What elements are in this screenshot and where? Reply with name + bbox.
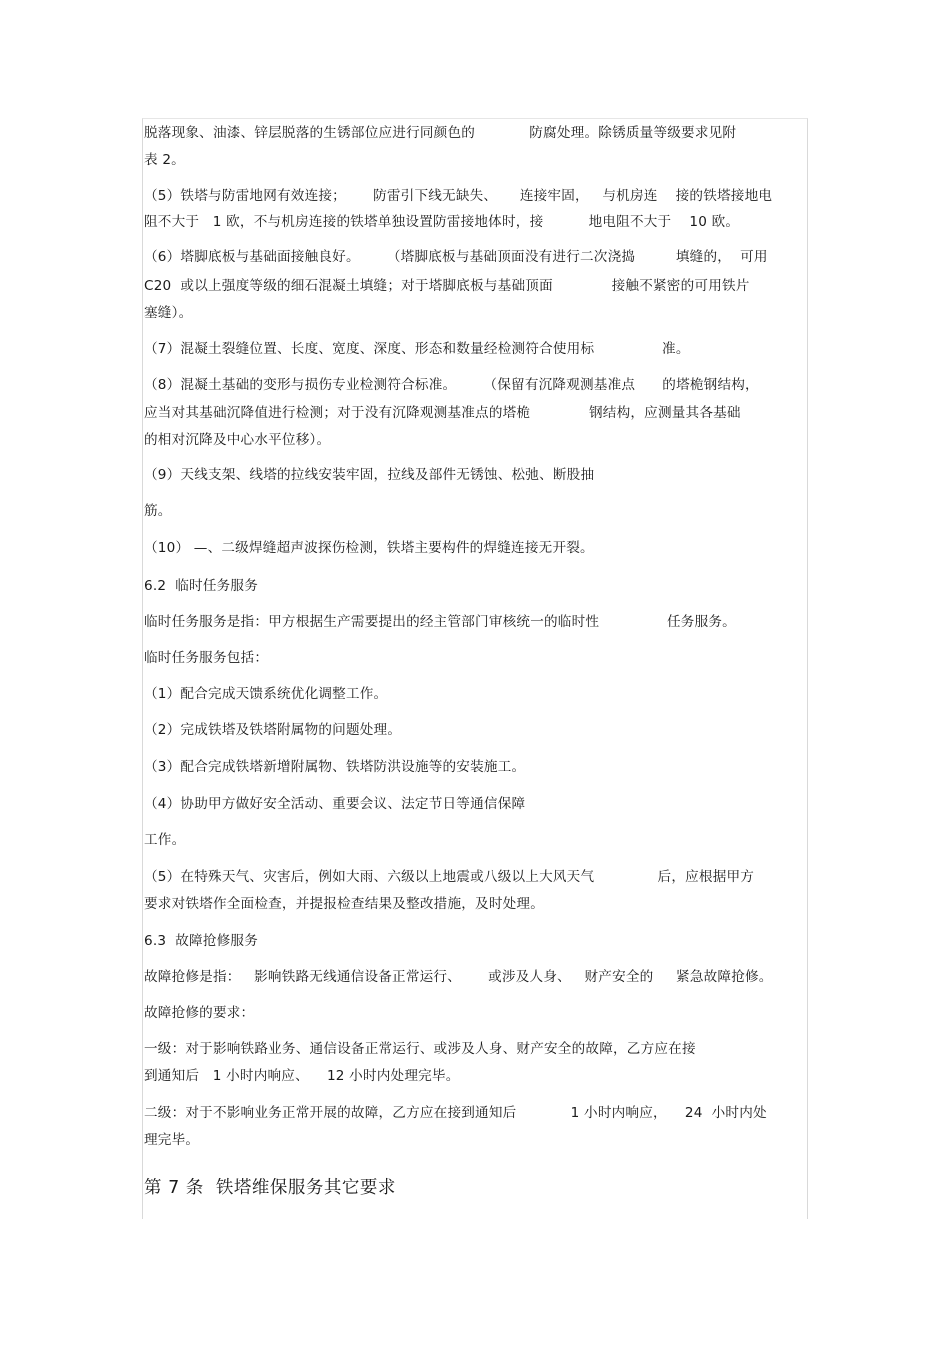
text-line: 故障抢修的要求： <box>144 1005 255 1021</box>
text-line: 阻不大于 1 欧，不与机房连接的铁塔单独设置防雷接地体时，接 地电阻不大于 10 欧。 <box>144 214 740 230</box>
list-item: （5）在特殊天气、灾害后，例如大雨、六级以上地震或八级以上大风天气 后，应根据甲方 <box>144 869 755 885</box>
text-line: 一级：对于影响铁路业务、通信设备正常运行、或涉及人身、财产安全的故障，乙方应在接 <box>144 1041 696 1057</box>
text-line: 塞缝）。 <box>144 305 193 321</box>
text-line: 脱落现象、油漆、锌层脱落的生锈部位应进行同颜色的 防腐处理。除锈质量等级要求见附 <box>144 125 737 141</box>
text-line: （5）铁塔与防雷地网有效连接； 防雷引下线无缺失、 连接牢固， 与机房连 接的铁塔接地电 <box>144 188 773 204</box>
section-title: 6.3 故障抢修服务 <box>144 933 259 949</box>
text-line: 表 2。 <box>144 152 185 168</box>
text-line: （6）塔脚底板与基础面接触良好。 （塔脚底板与基础顶面没有进行二次浇捣 填缝的， 可用 <box>144 249 768 265</box>
list-item: （3）配合完成铁塔新增附属物、铁塔防洪设施等的安装施工。 <box>144 759 526 775</box>
text-line: 应当对其基础沉降值进行检测；对于没有沉降观测基准点的塔桅 钢结构，应测量其各基础 <box>144 405 741 421</box>
text-line: 要求对铁塔作全面检查，并提报检查结果及整改措施，及时处理。 <box>144 896 545 912</box>
text-line: 筋。 <box>144 503 172 519</box>
chapter-heading: 第 7 条 铁塔维保服务其它要求 <box>144 1178 396 1198</box>
list-item: （4）协助甲方做好安全活动、重要会议、法定节日等通信保障 <box>144 796 526 812</box>
text-line: 临时任务服务是指：甲方根据生产需要提出的经主管部门审核统一的临时性 任务服务。 <box>144 614 736 630</box>
text-line: 临时任务服务包括： <box>144 650 269 666</box>
text-line: C20 或以上强度等级的细石混凝土填缝；对于塔脚底板与基础顶面 接触不紧密的可用铁片 <box>144 278 750 294</box>
text-line: 的相对沉降及中心水平位移）。 <box>144 432 331 448</box>
text-line: 工作。 <box>144 832 186 848</box>
text-line: （10） —、二级焊缝超声波探伤检测，铁塔主要构件的焊缝连接无开裂。 <box>144 540 594 556</box>
list-item: （2）完成铁塔及铁塔附属物的问题处理。 <box>144 722 402 738</box>
text-line: （8）混凝土基础的变形与损伤专业检测符合标准。 （保留有沉降观测基准点 的塔桅钢结构， <box>144 377 759 393</box>
list-item: （1）配合完成天馈系统优化调整工作。 <box>144 686 388 702</box>
text-line: 故障抢修是指： 影响铁路无线通信设备正常运行、 或涉及人身、 财产安全的 紧急故障抢修。 <box>144 969 773 985</box>
text-line: 二级：对于不影响业务正常开展的故障，乙方应在接到通知后 1 小时内响应， 24 小时内处 <box>144 1105 767 1121</box>
text-line: 理完毕。 <box>144 1132 200 1148</box>
text-line: （9）天线支架、线塔的拉线安装牢固，拉线及部件无锈蚀、松弛、断股抽 <box>144 467 595 483</box>
text-line: 到通知后 1 小时内响应、 12 小时内处理完毕。 <box>144 1068 460 1084</box>
text-line: （7）混凝土裂缝位置、长度、宽度、深度、形态和数量经检测符合使用标 准。 <box>144 341 690 357</box>
section-title: 6.2 临时任务服务 <box>144 578 259 594</box>
